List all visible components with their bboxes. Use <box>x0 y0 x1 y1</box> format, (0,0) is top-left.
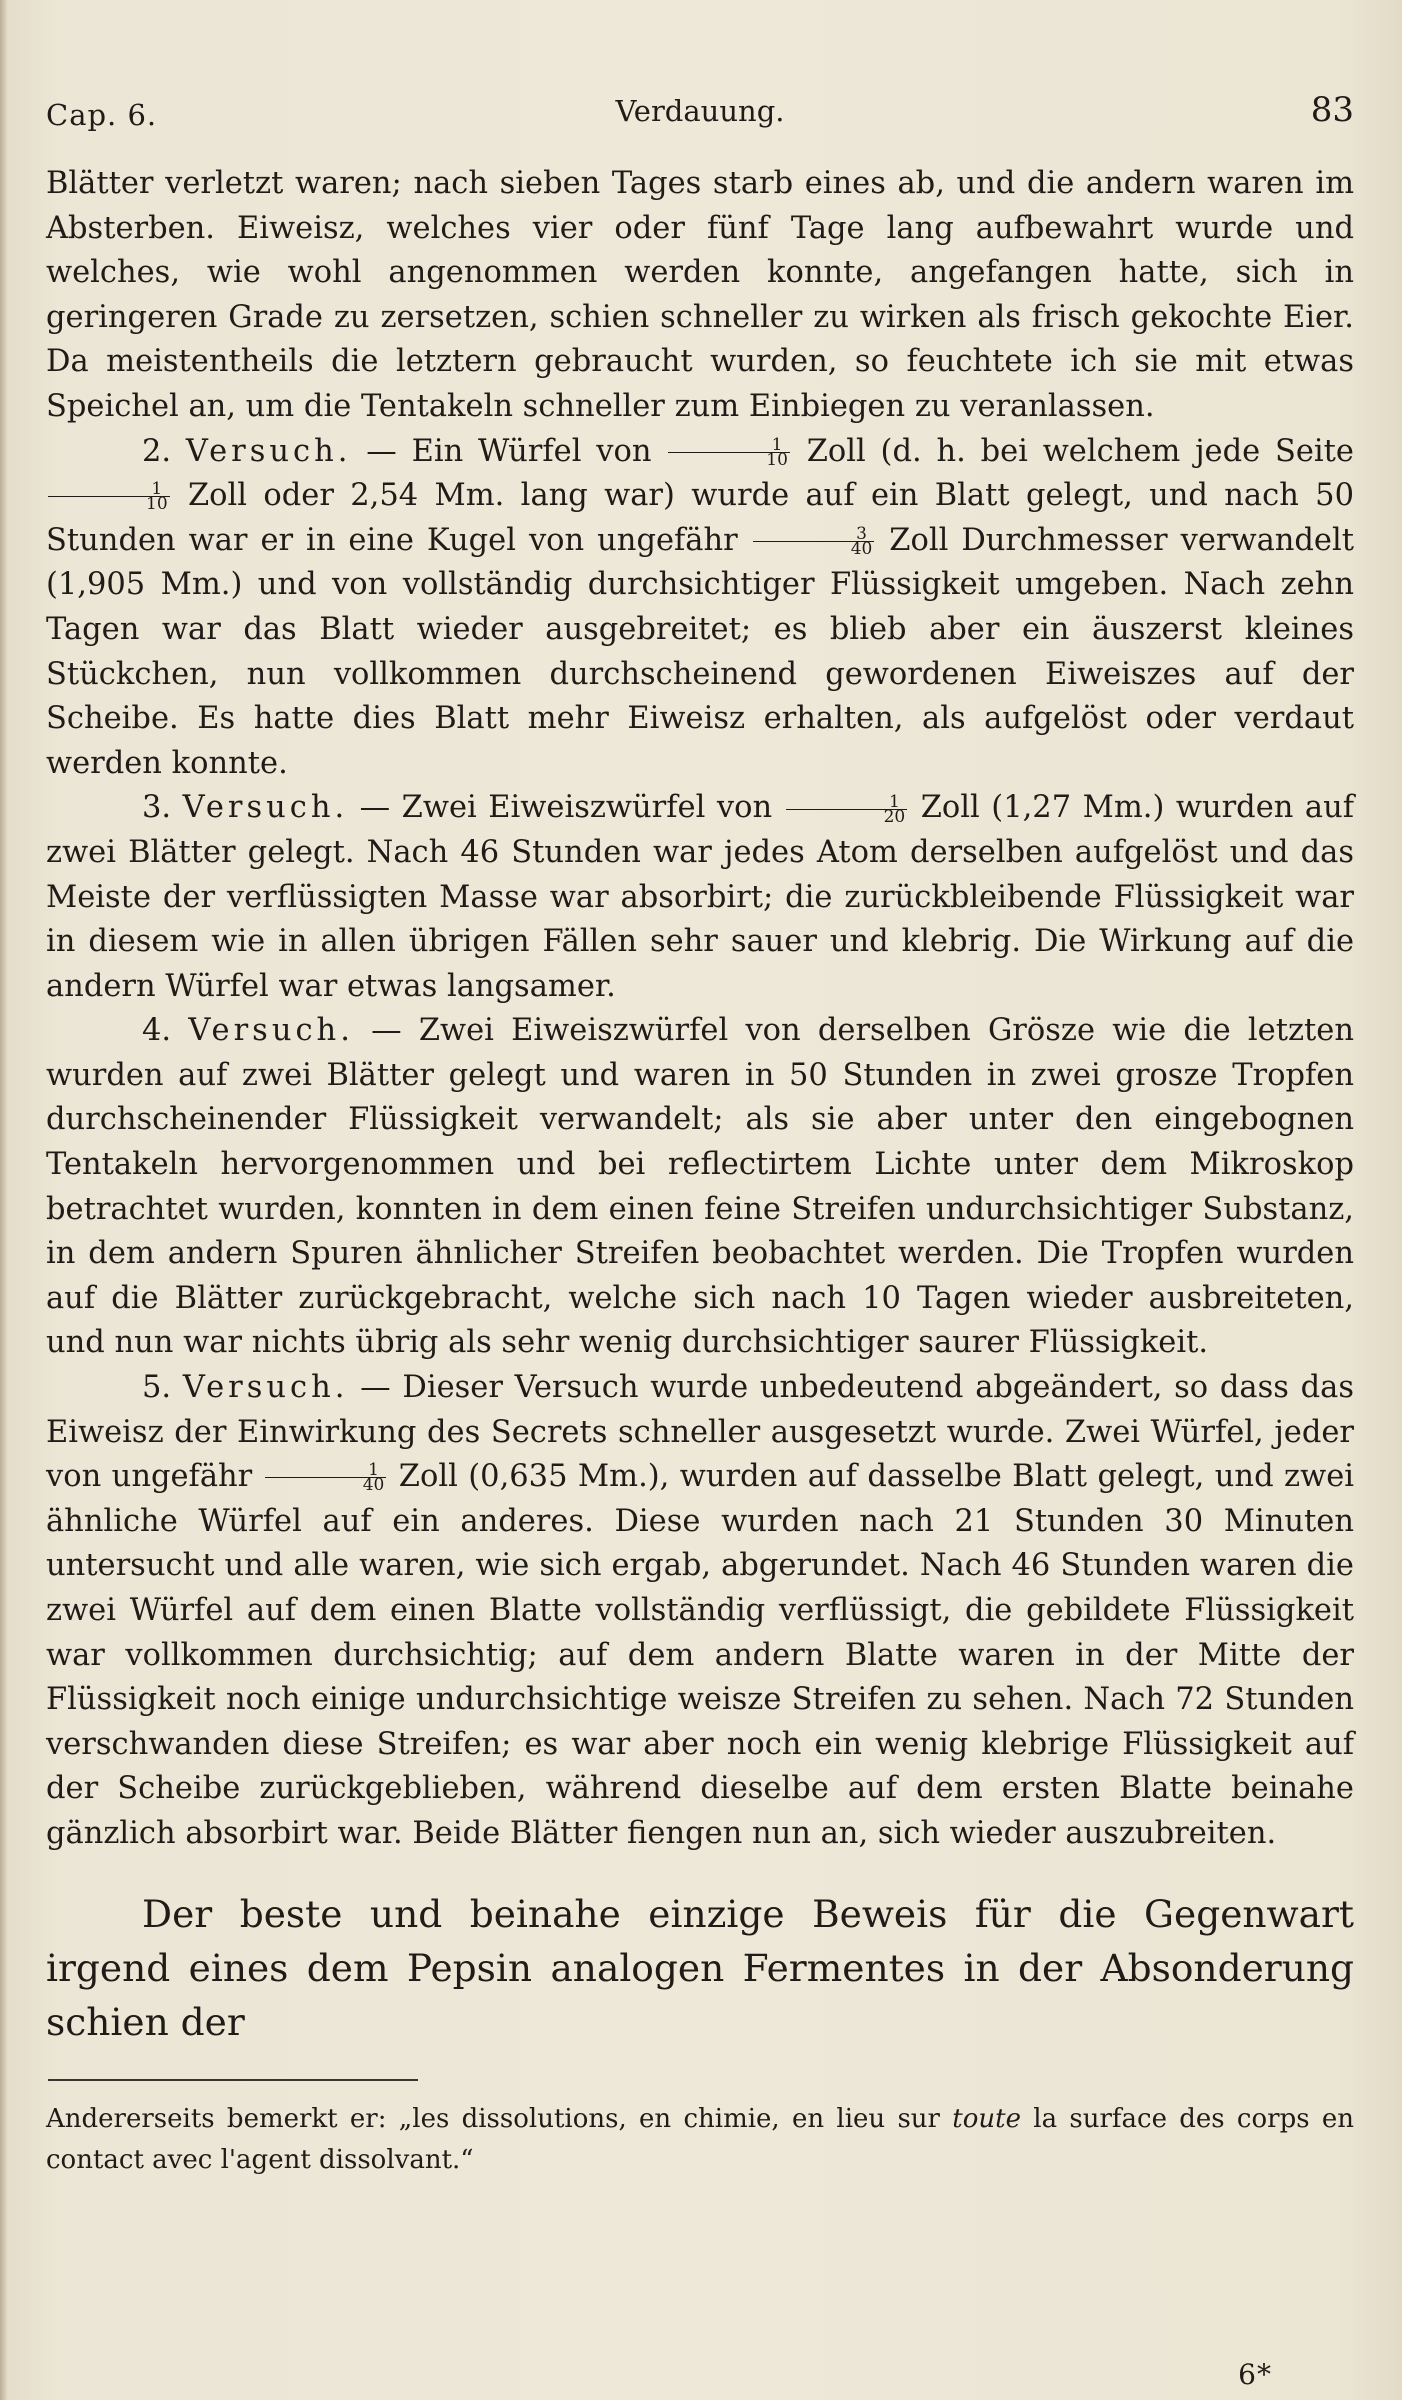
text-run: — Zwei Eiweiszwürfel von derselben Grösze wie die letzten wurden auf zwei Blätter gelegt und waren in 50 Stunden in zwei grosze Tropfen durchscheinender Flüssigkeit verwandelt; als sie aber unter den eingebognen Tentakeln hervorgenommen und bei reflectirtem Lichte unter dem Mikroskop betrachtet wurden, konnten in dem einen feine Streifen undurchsichtiger Substanz, in dem andern Spuren ähnlicher Streifen beobachtet werden. Die Tropfen wurden auf die Blätter zurückgebracht, welche sich nach 10 Tagen wieder ausbreiteten, und nun war nichts übrig als sehr wenig durchsichtiger saurer Flüssigkeit. <box>46 1013 1354 1361</box>
footnote-run: la surface des corps en contact avec l'agent dissolvant.“ <box>46 2103 1354 2175</box>
experiment-label: Versuch. <box>182 790 349 826</box>
fraction <box>265 1460 387 1496</box>
experiment-number: 3. <box>142 790 172 826</box>
experiment-label: Versuch. <box>188 1013 354 1049</box>
fraction-denominator: 20 <box>883 806 906 827</box>
main-text <box>46 162 1354 1857</box>
text-run: Zoll oder 2,54 Mm. lang war) wurde auf ein Blatt gelegt, und nach 50 Stunden war er in eine Kugel von ungefähr <box>46 478 1354 558</box>
text-run: Zoll Durchmesser verwandelt (1,905 Mm.) und von vollständig durchsichtiger Flüssigkeit umgeben. Nach zehn Tagen war das Blatt wieder ausgebreitet; es blieb aber ein äuszerst kleines Stückchen, nun vollkommen durchscheinend gewordenen Eiweiszes auf der Scheibe. Es hatte dies Blatt mehr Eiweisz erhalten, als aufgelöst oder verdaut werden konnte. <box>46 522 1354 781</box>
fraction-numerator: 1 <box>48 482 170 497</box>
experiment-label: Versuch. <box>185 433 352 469</box>
paragraph-continuation: Blätter verletzt waren; nach sieben Tages starb eines ab, und die andern waren im Absterben. Eiweisz, welches vier oder fünf Tage lang aufbewahrt wurde und welches, wie wohl angenommen werden konnte, angefangen hatte, sich in geringeren Grade zu zersetzen, schien schneller zu wirken als frisch gekochte Eier. Da meistentheils die letztern gebraucht wurden, so feuchtete ich sie mit etwas Speichel an, um die Tentakeln schneller zum Einbiegen zu veranlassen. <box>46 166 1354 424</box>
large-type-section <box>46 1887 1354 2049</box>
running-title: Verdauung. <box>615 94 785 128</box>
text-run: — Zwei Eiweiszwürfel von <box>348 790 784 826</box>
footnote-text <box>46 2099 1354 2181</box>
fraction-denominator: 10 <box>766 449 788 470</box>
running-head <box>46 84 1354 134</box>
text-run: Zoll (d. h. bei welchem jede Seite <box>791 433 1354 469</box>
paragraph-versuch-4 <box>46 1009 1354 1366</box>
fraction <box>753 524 875 559</box>
text-run: Zoll (1,27 Mm.) wurden auf zwei Blätter gelegt. Nach 46 Stunden war jedes Atom derselben aufgelöst und das Meiste der verflüssigten Masse war absorbirt; die zurückbleibende Flüssigkeit war in diesem wie in allen übrigen Fällen sehr sauer und klebrig. Die Wirkung auf die andern Würfel war etwas langsamer. <box>46 790 1354 1004</box>
experiment-number: 5. <box>142 1370 172 1406</box>
text-run: Zoll (0,635 Mm.), wurden auf dasselbe Blatt gelegt, und zwei ähnliche Würfel auf ein anderes. Diese wurden nach 21 Stunden 30 Minuten untersucht und alle waren, wie sich ergab, abgerundet. Nach 46 Stunden waren die zwei Würfel auf dem einen Blatte vollständig verflüssigt, die gebildete Flüssigkeit war vollkommen durchsichtig; auf dem andern Blatte waren in der Mitte der Flüssigkeit noch einige undurchsichtige weisze Streifen zu sehen. Nach 72 Stunden verschwanden diese Streifen; es war aber noch ein wenig klebrige Flüssigkeit auf der Scheibe zurückgeblieben, während dieselbe auf dem ersten Blatte beinahe gänzlich absorbirt war. Beide Blätter fiengen nun an, sich wieder auszubreiten. <box>46 1459 1355 1851</box>
text-run: — Ein Würfel von <box>351 433 667 469</box>
paragraph-versuch-2 <box>46 430 1354 787</box>
footnote-run: Andererseits bemerkt er: „les dissolutions, en chimie, en lieu sur <box>46 2103 953 2134</box>
signature-mark: 6* <box>1238 2358 1272 2391</box>
footnote <box>46 2099 1354 2181</box>
fraction-numerator: 1 <box>265 1463 387 1478</box>
fraction <box>786 791 908 827</box>
text-run: — Dieser Versuch wurde unbedeutend abgeändert, so dass das Eiweisz der Einwirkung des Secrets schneller ausgesetzt wurde. Zwei Würfel, jeder von ungefähr <box>46 1370 1354 1495</box>
footnote-emphasis: toute <box>952 2103 1021 2134</box>
fraction <box>48 479 170 515</box>
paragraph-versuch-3 <box>46 786 1354 1009</box>
fraction-denominator: 40 <box>850 539 873 559</box>
experiment-number: 4. <box>142 1013 172 1049</box>
footnote-divider <box>48 2079 418 2081</box>
fraction-numerator: 1 <box>786 795 908 810</box>
fraction-denominator: 10 <box>146 494 168 515</box>
paragraph-large: Der beste und beinahe einzige Beweis für die Gegenwart irgend eines dem Pepsin analogen Fermentes in der Absonderung schien der <box>46 1891 1354 2044</box>
experiment-number: 2. <box>142 433 172 469</box>
page-number: 83 <box>1310 90 1354 130</box>
fraction-numerator: 3 <box>753 527 875 542</box>
fraction <box>668 434 790 470</box>
fraction-numerator: 1 <box>668 438 790 453</box>
fraction-denominator: 40 <box>362 1475 385 1496</box>
experiment-label: Versuch. <box>182 1370 349 1406</box>
chapter-label: Cap. 6. <box>46 98 158 132</box>
paragraph-versuch-5 <box>46 1366 1354 1857</box>
